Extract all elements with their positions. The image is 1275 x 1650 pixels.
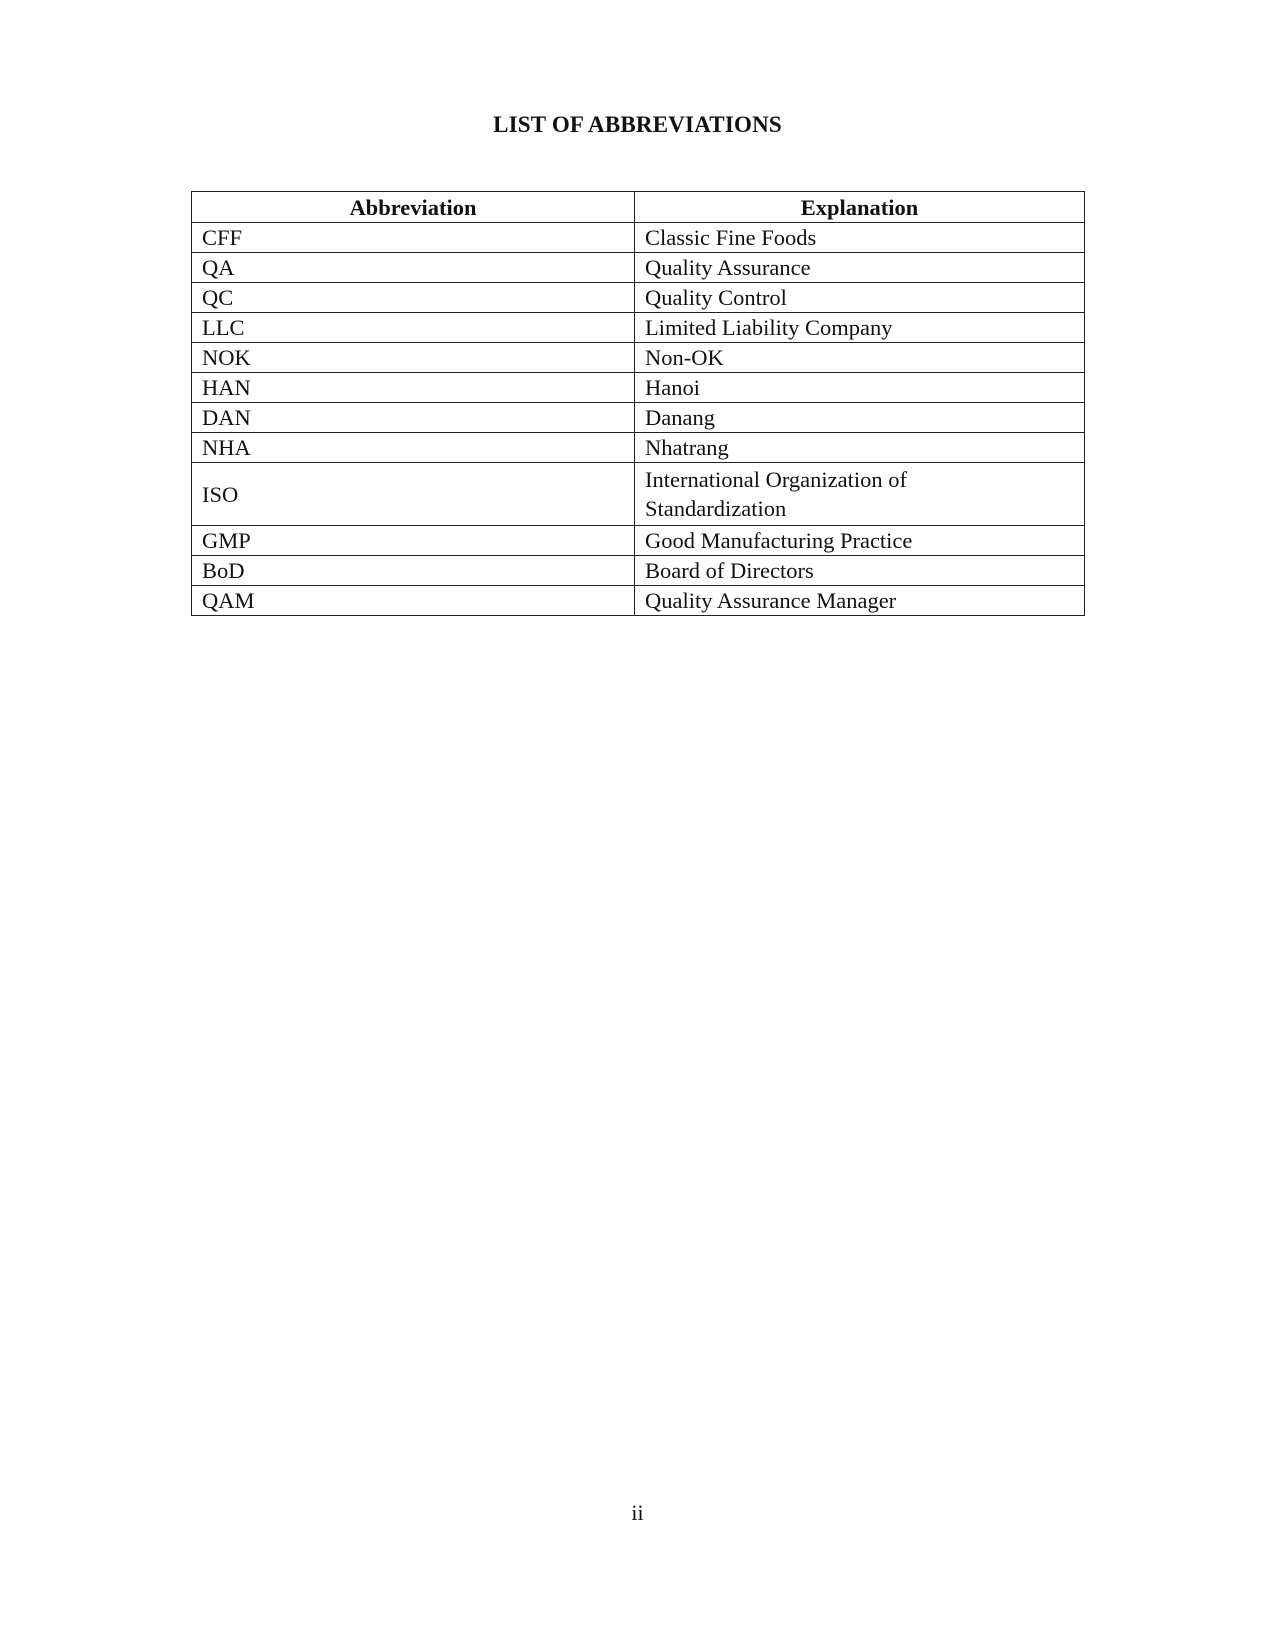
table-row — [192, 586, 1085, 616]
table-header-row — [192, 192, 1085, 223]
abbreviations-table — [191, 191, 1085, 616]
table-row — [192, 313, 1085, 343]
explanation-cell: International Organization of Standardization — [635, 463, 1085, 526]
page-title: LIST OF ABBREVIATIONS — [493, 112, 782, 137]
page-number: ii — [631, 1500, 644, 1525]
abbreviation-cell: QAM — [192, 586, 635, 616]
explanation-cell: Quality Assurance Manager — [635, 586, 1085, 616]
explanation-cell: Limited Liability Company — [635, 313, 1085, 343]
table-row — [192, 556, 1085, 586]
abbreviation-cell: QC — [192, 283, 635, 313]
abbreviation-cell: CFF — [192, 223, 635, 253]
table-row — [192, 223, 1085, 253]
explanation-cell: Nhatrang — [635, 433, 1085, 463]
abbreviation-cell: QA — [192, 253, 635, 283]
explanation-cell: Classic Fine Foods — [635, 223, 1085, 253]
abbreviation-cell: NHA — [192, 433, 635, 463]
table-row — [192, 433, 1085, 463]
abbreviation-cell: ISO — [192, 463, 635, 526]
explanation-cell: Quality Assurance — [635, 253, 1085, 283]
column-header-abbreviation: Abbreviation — [192, 192, 635, 223]
explanation-cell: Board of Directors — [635, 556, 1085, 586]
table-row — [192, 343, 1085, 373]
table-row — [192, 283, 1085, 313]
abbreviation-cell: DAN — [192, 403, 635, 433]
abbreviation-cell: HAN — [192, 373, 635, 403]
table-row — [192, 253, 1085, 283]
explanation-cell: Hanoi — [635, 373, 1085, 403]
explanation-cell: Danang — [635, 403, 1085, 433]
abbreviation-cell: LLC — [192, 313, 635, 343]
table-row — [192, 463, 1085, 526]
abbreviation-cell: BoD — [192, 556, 635, 586]
explanation-cell: Quality Control — [635, 283, 1085, 313]
table-row — [192, 526, 1085, 556]
explanation-cell: Non-OK — [635, 343, 1085, 373]
table-row — [192, 373, 1085, 403]
table-row — [192, 403, 1085, 433]
abbreviation-cell: GMP — [192, 526, 635, 556]
column-header-explanation: Explanation — [635, 192, 1085, 223]
explanation-cell: Good Manufacturing Practice — [635, 526, 1085, 556]
abbreviation-cell: NOK — [192, 343, 635, 373]
